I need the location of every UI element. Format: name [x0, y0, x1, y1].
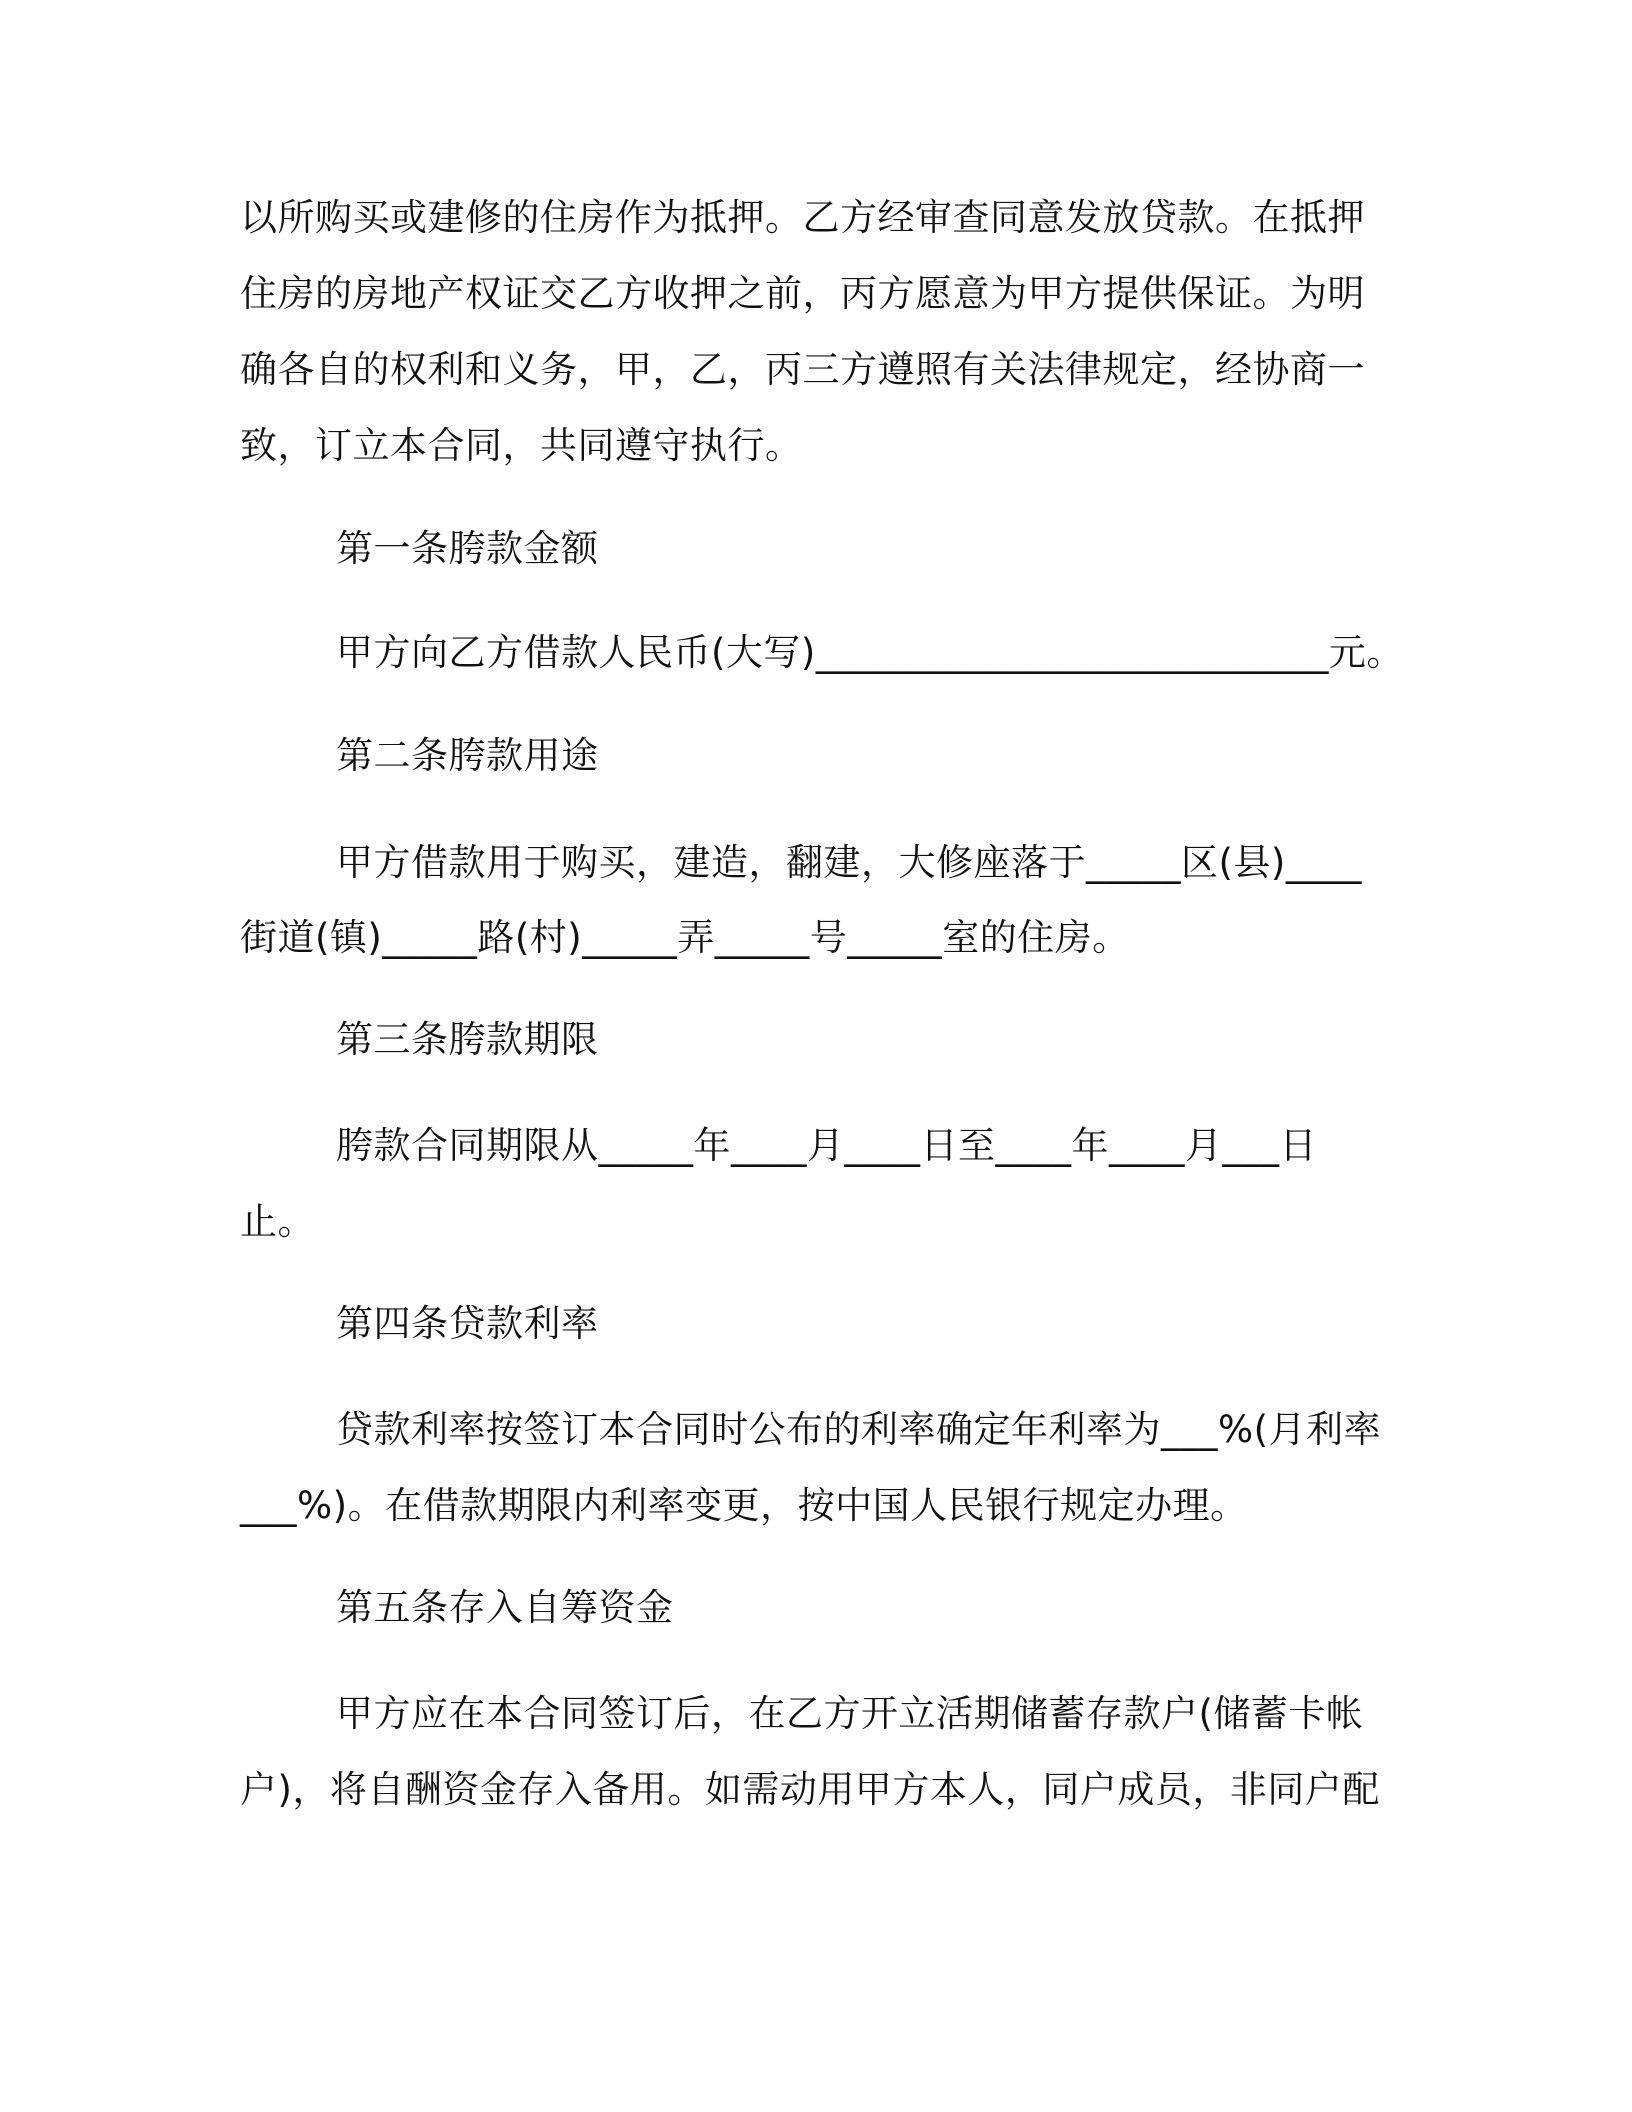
body-text-line: 甲方应在本合同签订后，在乙方开立活期储蓄存款户(储蓄卡帐 [336, 1692, 1364, 1735]
body-text-line: ___%)。在借款期限内利率变更，按中国人民银行规定办理。 [240, 1484, 1248, 1527]
article-heading: 第三条胯款期限 [336, 1018, 599, 1061]
article-heading: 第四条贷款利率 [336, 1302, 599, 1345]
body-text-line: 以所购买或建修的住房作为抵押。乙方经审查同意发放贷款。在抵押 [240, 196, 1365, 239]
body-text-line: 甲方向乙方借款人民币(大写)___________________________元。 [336, 631, 1404, 674]
body-text-line: 胯款合同期限从_____年____月____日至____年____月___日 [336, 1124, 1317, 1167]
article-heading: 第二条胯款用途 [336, 734, 599, 777]
body-text-line: 住房的房地产权证交乙方收押之前，丙方愿意为甲方提供保证。为明 [240, 272, 1365, 315]
body-text-line: 确各自的权利和义务，甲，乙，丙三方遵照有关法律规定，经协商一 [240, 348, 1365, 391]
body-text-line: 户)，将自酬资金存入备用。如需动用甲方本人，同户成员，非同户配 [240, 1768, 1380, 1811]
body-text-line: 甲方借款用于购买，建造，翻建，大修座落于_____区(县)____ [336, 841, 1362, 884]
body-text-line: 贷款利率按签订本合同时公布的利率确定年利率为___%(月利率 [336, 1408, 1382, 1451]
body-text-line: 止。 [240, 1200, 315, 1243]
article-heading: 第一条胯款金额 [336, 527, 599, 570]
body-text-line: 街道(镇)_____路(村)_____弄_____号_____室的住房。 [240, 916, 1130, 959]
article-heading: 第五条存入自筹资金 [336, 1586, 674, 1629]
body-text-line: 致，订立本合同，共同遵守执行。 [240, 424, 803, 467]
